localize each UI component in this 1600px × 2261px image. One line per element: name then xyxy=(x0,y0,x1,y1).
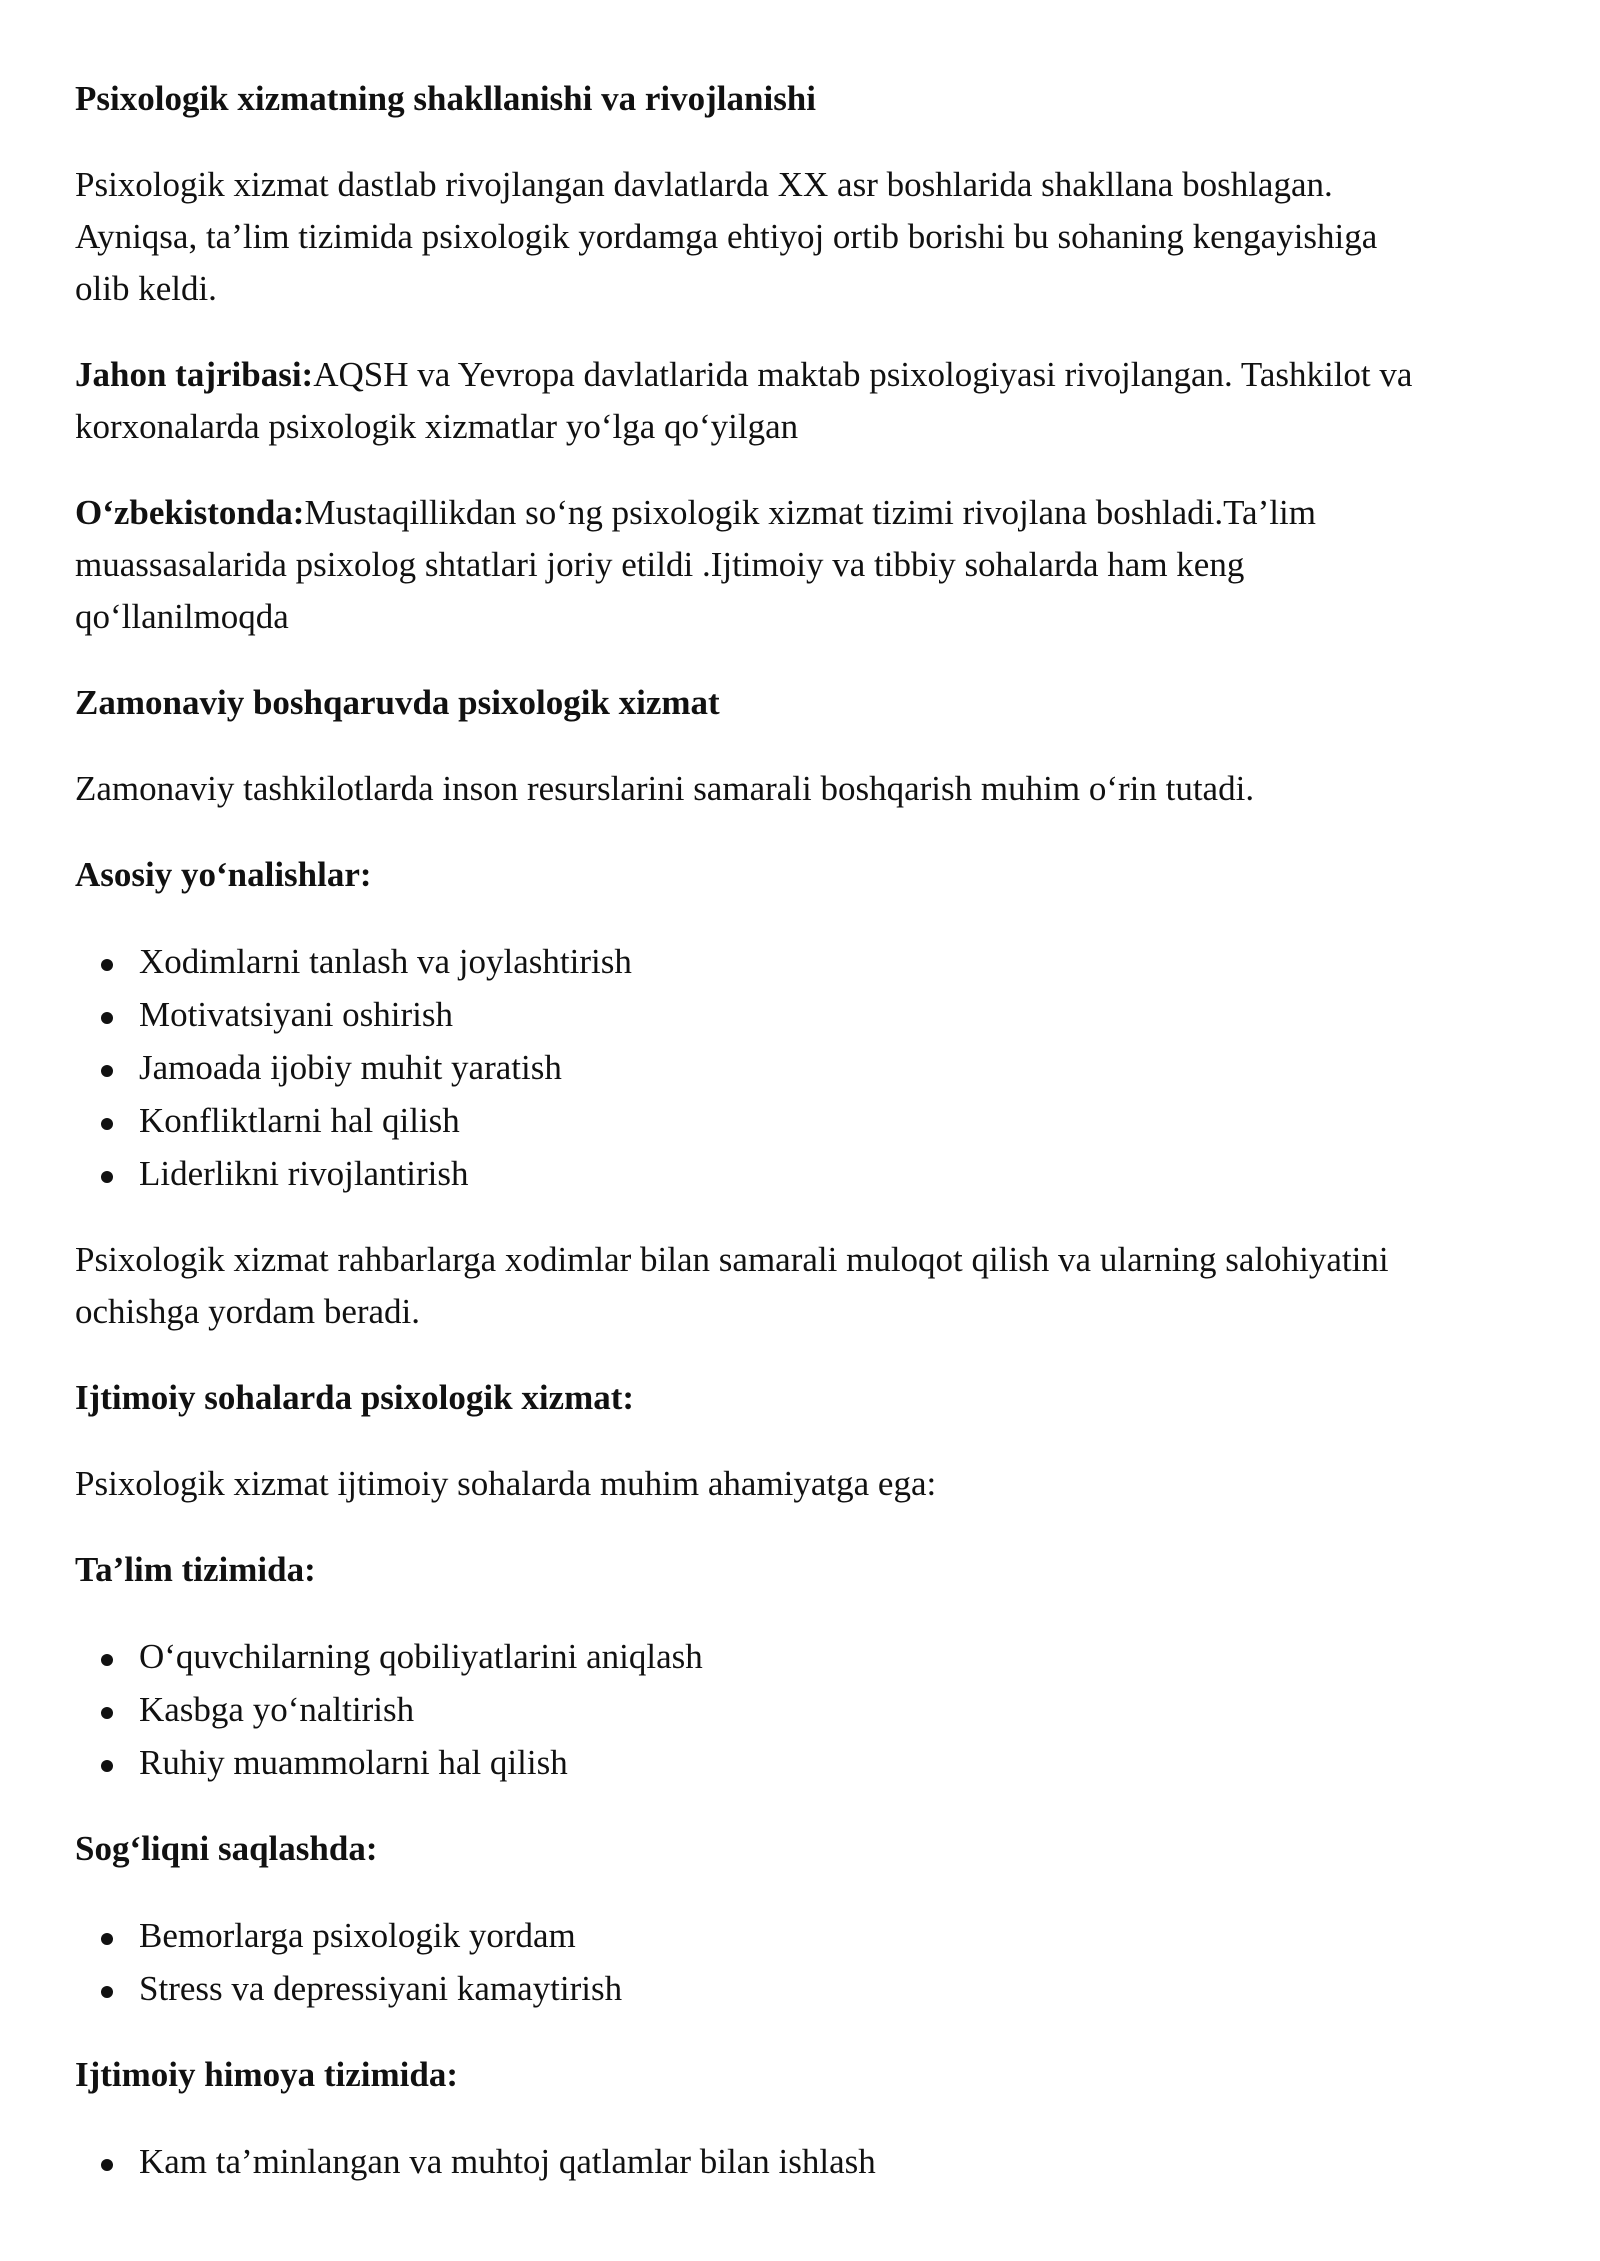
intro-line: Ayniqsa, ta’lim tizimida psixologik yordamga ehtiyoj ortib borishi bu sohaning kengayishiga xyxy=(75,217,1378,256)
list-item xyxy=(75,988,1540,1041)
list-item xyxy=(75,2135,1540,2188)
leaders-line: ochishga yordam beradi. xyxy=(75,1292,421,1331)
document-title: Psixologik xizmatning shakllanishi va rivojlanishi xyxy=(75,79,816,118)
list-item-text: Kasbga yo‘naltirish xyxy=(139,1690,415,1729)
list-item xyxy=(75,1094,1540,1147)
list-item xyxy=(75,1736,1540,1789)
leaders-paragraph xyxy=(75,1234,1540,1338)
health-heading: Sog‘liqni saqlashda: xyxy=(75,1829,378,1868)
bullet-icon xyxy=(101,1760,113,1772)
bullet-icon xyxy=(101,1707,113,1719)
list-item-text: Xodimlarni tanlash va joylashtirish xyxy=(139,942,632,981)
intro-paragraph xyxy=(75,159,1540,315)
world-experience-label: Jahon tajribasi: xyxy=(75,355,314,394)
leaders-line: Psixologik xizmat rahbarlarga xodimlar bilan samarali muloqot qilish va ularning salohiyatini xyxy=(75,1240,1389,1279)
bullet-icon xyxy=(101,1012,113,1024)
list-item xyxy=(75,1041,1540,1094)
list-item-text: Stress va depressiyani kamaytirish xyxy=(139,1969,623,2008)
social-text: Psixologik xizmat ijtimoiy sohalarda muhim ahamiyatga ega: xyxy=(75,1464,937,1503)
list-item-text: Bemorlarga psixologik yordam xyxy=(139,1916,576,1955)
list-item-text: Konfliktlarni hal qilish xyxy=(139,1101,460,1140)
directions-heading: Asosiy yo‘nalishlar: xyxy=(75,855,372,894)
list-item-text: Kam ta’minlangan va muhtoj qatlamlar bilan ishlash xyxy=(139,2142,876,2181)
protection-list xyxy=(75,2135,1540,2188)
world-experience-text: AQSH va Yevropa davlatlarida maktab psixologiyasi rivojlangan. Tashkilot va xyxy=(313,355,1413,394)
bullet-icon xyxy=(101,1171,113,1183)
list-item-text: Liderlikni rivojlantirish xyxy=(139,1154,469,1193)
uzbekistan-line-3: qo‘llanilmoqda xyxy=(75,597,289,636)
bullet-icon xyxy=(101,2159,113,2171)
intro-line: Psixologik xizmat dastlab rivojlangan davlatlarda XX asr boshlarida shakllana boshlagan. xyxy=(75,165,1333,204)
list-item xyxy=(75,1630,1540,1683)
directions-list xyxy=(75,935,1540,1200)
world-experience-line-2: korxonalarda psixologik xizmatlar yo‘lga qo‘yilgan xyxy=(75,407,799,446)
world-experience-line-1 xyxy=(75,349,1540,401)
list-item-text: Motivatsiyani oshirish xyxy=(139,995,454,1034)
health-list xyxy=(75,1909,1540,2015)
management-heading: Zamonaviy boshqaruvda psixologik xizmat xyxy=(75,683,720,722)
list-item-text: O‘quvchilarning qobiliyatlarini aniqlash xyxy=(139,1637,703,1676)
list-item xyxy=(75,1909,1540,1962)
list-item xyxy=(75,935,1540,988)
uzbekistan-paragraph xyxy=(75,487,1540,643)
intro-line: olib keldi. xyxy=(75,269,217,308)
bullet-icon xyxy=(101,1986,113,1998)
uzbekistan-line-2: muassasalarida psixolog shtatlari joriy etildi .Ijtimoiy va tibbiy sohalarda ham keng xyxy=(75,545,1245,584)
bullet-icon xyxy=(101,1654,113,1666)
protection-heading: Ijtimoiy himoya tizimida: xyxy=(75,2055,459,2094)
bullet-icon xyxy=(101,1118,113,1130)
bullet-icon xyxy=(101,1065,113,1077)
education-list xyxy=(75,1630,1540,1789)
list-item xyxy=(75,1962,1540,2015)
bullet-icon xyxy=(101,959,113,971)
list-item xyxy=(75,1147,1540,1200)
list-item-text: Jamoada ijobiy muhit yaratish xyxy=(139,1048,562,1087)
management-text: Zamonaviy tashkilotlarda inson resurslarini samarali boshqarish muhim o‘rin tutadi. xyxy=(75,769,1255,808)
uzbekistan-label: O‘zbekistonda: xyxy=(75,493,305,532)
bullet-icon xyxy=(101,1933,113,1945)
uzbekistan-line-1 xyxy=(75,487,1540,539)
list-item-text: Ruhiy muammolarni hal qilish xyxy=(139,1743,568,1782)
social-heading: Ijtimoiy sohalarda psixologik xizmat: xyxy=(75,1378,635,1417)
education-heading: Ta’lim tizimida: xyxy=(75,1550,316,1589)
list-item xyxy=(75,1683,1540,1736)
world-experience-paragraph xyxy=(75,349,1540,453)
uzbekistan-text: Mustaqillikdan so‘ng psixologik xizmat tizimi rivojlana boshladi.Ta’lim xyxy=(304,493,1316,532)
